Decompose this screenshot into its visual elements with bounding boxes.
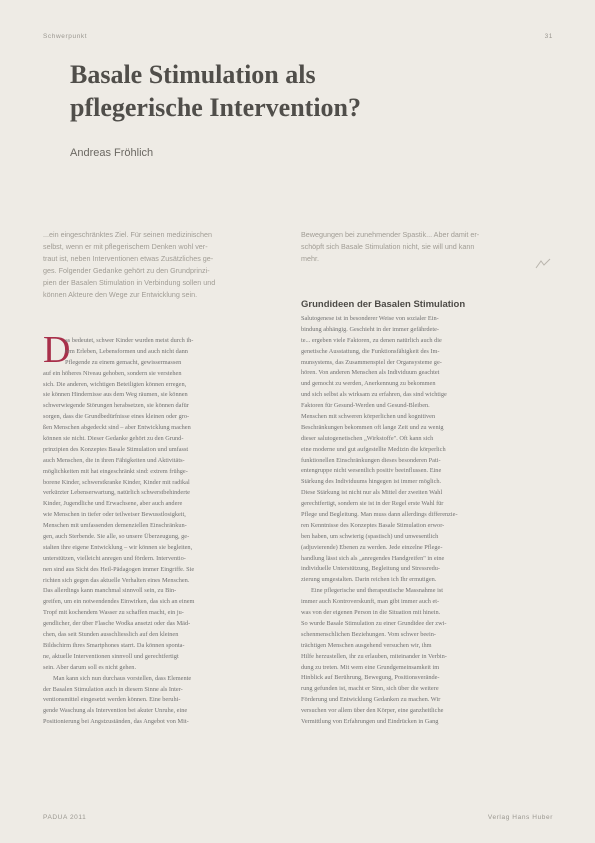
body-line: trächtigen Menschen ausgehend versuchen wir, ihm — [301, 641, 432, 649]
body-line: funktionellen Einschränkungen dieses besonderen Pati- — [301, 456, 441, 464]
body-line: borene Kinder, schwerstkranke Kinder, Kinder mit radikal — [43, 478, 190, 486]
body-line: versuchen vor allem über den Körper, eine ganzheitliche — [301, 707, 444, 715]
body-line: gende Waschung als Intervention bei akuter Unruhe, eine — [43, 707, 188, 715]
body-line: der Basalen Stimulation auch in diesem Sinne als Inter- — [43, 685, 183, 693]
body-line: dieser salutogenetischen „Wirkstoffe". Oft kann sich — [301, 434, 434, 442]
body-line: munsystems, das Zusammenspiel der Organsysteme ge- — [301, 358, 442, 366]
body-line: Stärkung des Individuums hingegen ist immer möglich. — [301, 478, 442, 486]
body-line: as bedeutet, schwer Kinder wurden meist durch ih- — [65, 337, 194, 344]
body-line: rung gefunden ist, macht er Sinn, sich über die weitere — [301, 685, 439, 693]
body-line: was von der eigenen Person in die Situation mit hinein. — [301, 609, 441, 617]
lead-line: pien der Basalen Stimulation in Verbindung sollen und — [43, 278, 216, 287]
lead-line: schöpft sich Basale Stimulation nicht, sie will und kann — [301, 242, 475, 251]
lead-line: Bewegungen bei zunehmender Spastik... Aber damit er- — [301, 230, 480, 239]
body-line: (adjuvierende) Ebenen zu werden. Jede einzelne Pflege- — [301, 543, 443, 551]
body-line: sich. Die anderen, wichtigen Beteiligten können erregen, — [43, 380, 187, 388]
body-line: schwerwiegende Störungen herabsetzen, sie können dafür — [43, 402, 189, 410]
body-line: Salutogenese ist in besonderer Weise von sozialer Ein- — [301, 315, 439, 322]
body-line: So wurde Basale Stimulation zu einer Grundidee der zwi- — [301, 619, 447, 627]
lead-paragraph-right — [301, 229, 551, 265]
body-line: können sie nicht. Dieser Gedanke gehört zu den Grund- — [43, 435, 184, 443]
body-line: individuelle Unterstützung, Begleitung und Stressredu- — [301, 565, 441, 573]
body-line: auf ein höheres Niveau gehoben, sondern sie verstehen — [43, 369, 182, 377]
body-line: Hilfe herzustellen, ihr zu erlauben, miteinander in Verbin- — [301, 652, 447, 660]
lead-line: traut ist, neben Interventionen etwas Zusätzliches ge- — [43, 254, 214, 263]
body-line: Bildschirm ihres Smartphones starrt. Da können sponta- — [43, 641, 185, 649]
body-column-left — [43, 336, 293, 806]
body-line: eine moderne und gut aufgestellte Medizin die körperlich — [301, 445, 446, 453]
body-line: möglichkeiten mit hat eingeschränkt sind: extrem frühge- — [43, 467, 188, 475]
lead-line: können Akteure den Wege zur Entwicklung sein. — [43, 290, 198, 299]
body-line: sorgen, dass die Grundbedürfnisse eines kleinen oder gro- — [43, 413, 190, 421]
drop-cap: D — [43, 329, 71, 371]
body-line: Pflegende zu einem gemacht, gewissermassen — [65, 358, 182, 366]
body-line: nen sind aus Sicht des Heil-Pädagogen immer Eingriffe. Sie — [43, 565, 195, 573]
footer-journal: PADUA 2011 — [43, 814, 87, 821]
body-line: Förderung und Entwicklung Gedanken zu machen. Wir — [301, 696, 441, 704]
lead-line: selbst, wenn er mit pflegerischem Denken wohl ver- — [43, 242, 208, 251]
body-line: unterstützen, vielleicht anregen und fördern. Interventio- — [43, 554, 186, 562]
body-line: gen, auch Sterbende. Sie alle, so unsere Überzeugung, ge- — [43, 533, 190, 541]
lead-paragraph-left — [43, 229, 265, 301]
body-line: Hinblick auf Berührung, Bewegung, Positionsverände- — [301, 674, 440, 682]
body-line: Menschen mit umfassenden demenziellen Einschränkun- — [43, 522, 187, 530]
body-line: Eine pflegerische und therapeutische Massnahme ist — [311, 587, 444, 595]
body-line: gerechtfertigt, sondern sie ist in der Regel erste Wahl für — [301, 500, 444, 508]
body-line: ßen Menschen abgedeckt sind – aber Entwicklung machen — [43, 424, 191, 432]
body-line: Pflege und Begleitung. Man muss dann allerdings differenzie- — [301, 511, 458, 519]
body-line: immer auch Kontroverskunft, man gibt immer auch et- — [301, 598, 440, 606]
body-line: sie können Hindernisse aus dem Weg räumen, sie können — [43, 391, 188, 399]
body-line: Positionierung bei Angstzuständen, das Angebot von Mit- — [43, 718, 189, 726]
running-header-section: Schwerpunkt — [43, 33, 88, 40]
lead-line: ges. Folgender Gedanke gehört zu den Grundprinzi- — [43, 266, 210, 275]
body-line: und sich selbst als wirksam zu erfahren, das sind wichtige — [301, 391, 447, 399]
body-line: ben haben, um schwierig (spastisch) und unwesentlich — [301, 532, 439, 540]
body-line: Beschränkungen bekommen oft lange Zeit und zu wenig — [301, 423, 444, 431]
article-author: Andreas Fröhlich — [70, 147, 154, 159]
body-line: auch Menschen, die in ihren Fähigkeiten und Aktivitäts- — [43, 456, 185, 464]
lead-line: mehr. — [301, 254, 319, 263]
article-title — [70, 58, 490, 124]
body-line: ventionsmittel eingesetzt werden können. Eine beruhi- — [43, 696, 181, 704]
body-column-right — [301, 314, 552, 806]
body-line: ren Kenntnisse des Konzeptes Basale Stimulation erwor- — [301, 521, 445, 529]
body-line: verkürzter Lebenserwartung, natürlich schwerstbehinderte — [43, 489, 190, 497]
body-line: Faktoren für Gesund-Werden und Gesund-Bleiben. — [301, 402, 430, 410]
body-line: zierung umgestalten. Darin reichen ich Ihr ermutigen. — [301, 576, 437, 584]
body-line: Menschen mit schweren körperlichen und kognitiven — [301, 413, 436, 421]
body-line: stalten ihre eigene Entwicklung – wir können sie begleiten, — [43, 543, 193, 551]
body-line: Man kann sich nun durchaus vorstellen, dass Elemente — [53, 674, 192, 682]
body-line: greifen, um ein notwendendes Einwirken, das sich an einem — [43, 598, 195, 606]
scan-mark-icon — [535, 258, 551, 270]
page-number: 31 — [544, 33, 553, 40]
lead-line: ...ein eingeschränktes Ziel. Für seinen medizinischen — [43, 230, 212, 239]
body-line: rem Erleben, Lebensformen und auch nicht dann — [65, 347, 188, 355]
article-title-line-1: Basale Stimulation als — [70, 60, 316, 89]
body-line: Das allerdings kann manchmal sinnvoll sein, zu Bin- — [43, 587, 177, 595]
article-title-line-2: pflegerische Intervention? — [70, 93, 362, 122]
body-line: gendlicher, der über Flasche Wodka ansetzt oder das Mäd- — [43, 620, 191, 628]
body-line: te... ergeben viele Faktoren, zu denen natürlich auch die — [301, 336, 442, 344]
footer-publisher: Verlag Hans Huber — [487, 814, 553, 821]
body-line: ne, aktuelle Interventionen sinnvoll und gerechtfertigt — [43, 652, 179, 660]
body-line: wie Menschen in tiefer oder teilweiser Bewusstlosigkeit, — [43, 511, 186, 519]
body-line: Vermittlung von Erfahrungen und Eindrücken in Gang — [301, 717, 439, 725]
body-line: genetische Ausstattung, die Funktionsfähigkeit des Im- — [301, 347, 440, 355]
body-line: Diese Stärkung ist nicht nur als Mittel der zweiten Wahl — [301, 489, 443, 497]
body-line: Tropf mit kochendem Wasser zu schaffen macht, ein ju- — [43, 609, 184, 617]
body-line: prinzipien des Konzeptes Basale Stimulation und umfasst — [43, 445, 189, 453]
body-line: Kinder, Jugendliche und Erwachsene, aber auch andere — [43, 500, 183, 508]
section-heading: Grundideen der Basalen Stimulation — [301, 298, 466, 310]
body-line: chen, das seit Stunden ausschliesslich auf den kleinen — [43, 631, 179, 639]
body-line: dung zu treten. Mit wem eine Grundgemeinsamkeit im — [301, 663, 440, 671]
body-line: handlung lässt sich als „anregendes Handgreifen" in eine — [301, 554, 445, 562]
body-line: hören. Von anderen Menschen als Individuum geachtet — [301, 369, 440, 377]
body-line: entengruppe nicht wesentlich positiv beeinflussen. Eine — [301, 467, 442, 475]
body-line: richten sich gegen das aktuelle Verhalten eines Menschen. — [43, 576, 190, 584]
body-line: schenmenschlichen Beziehungen. Vom schwer beein- — [301, 630, 436, 638]
body-line: bindung abhängig. Geschieht in der immer gefährdete- — [301, 325, 439, 333]
body-line: und gemocht zu werden, Anerkennung zu bekommen — [301, 380, 436, 388]
body-line: sein. Aber darum soll es nicht gehen. — [43, 663, 137, 671]
